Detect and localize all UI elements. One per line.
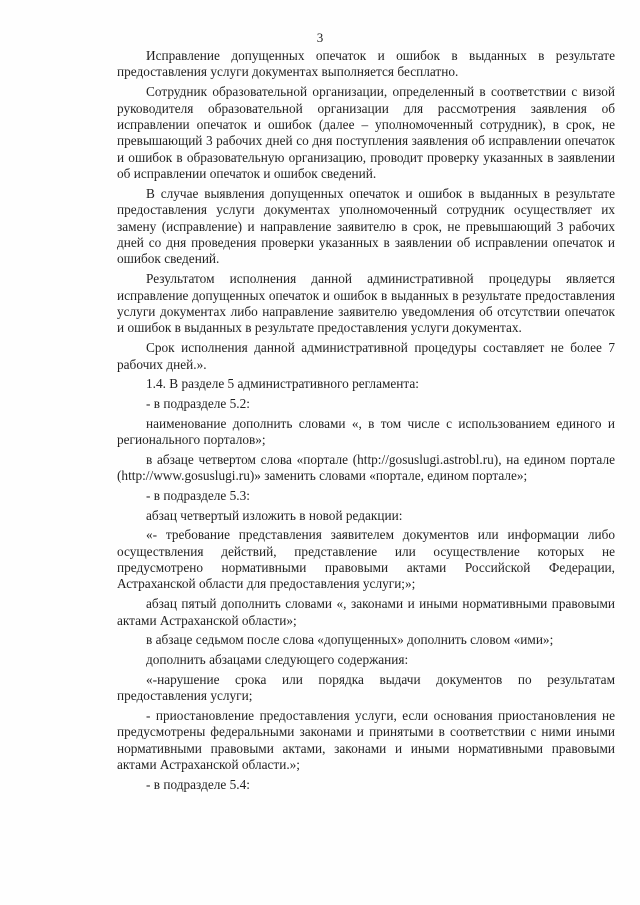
paragraph: Исправление допущенных опечаток и ошибок в выданных в результате предоставления услуги документах выполняется бесплатно. xyxy=(117,48,615,80)
paragraph: - в подразделе 5.2: xyxy=(146,395,250,411)
paragraph: Срок исполнения данной административной процедуры составляет не более 7 рабочих дней.». xyxy=(117,340,615,372)
paragraph: абзац четвертый изложить в новой редакции: xyxy=(146,507,403,523)
page-number: 3 xyxy=(316,30,324,45)
paragraph: - в подразделе 5.4: xyxy=(146,776,250,792)
document-body xyxy=(117,48,615,796)
paragraph: - приостановление предоставления услуги, если основания приостановления не предусмотрены федеральными законами и принятыми в соответствии с ними иными нормативными правовыми актами, законами и иными нормативными правовыми актами Астраханской области.»; xyxy=(117,707,615,772)
paragraph: 1.4. В разделе 5 административного регламента: xyxy=(146,376,419,392)
paragraph: абзац пятый дополнить словами «, законами и иными нормативными правовыми актами Астраханской области»; xyxy=(117,596,615,628)
paragraph: - в подразделе 5.3: xyxy=(146,487,250,503)
paragraph: в абзаце четвертом слова «портале (http://gosuslugi.astrobl.ru), на едином портале (http://www.gosuslugi.ru)» заменить словами «портале, едином портале»; xyxy=(117,451,615,484)
paragraph: Сотрудник образовательной организации, определенный в соответствии с визой руководителя образовательной организации для рассмотрения заявления об исправлении опечаток и ошибок (далее – уполномоченный сотрудник), в срок, не превышающий 3 рабочих дней со дня поступления заявления об исправлении опечаток и ошибок в образовательную организацию, проводит проверку указанных в заявлении об исправлении опечаток и ошибок сведений. xyxy=(117,84,615,182)
paragraph: В случае выявления допущенных опечаток и ошибок в выданных в результате предоставления услуги документах уполномоченный сотрудник осуществляет их замену (исправление) и направление заявителю в срок, не превышающий 3 рабочих дней со дня проведения проверки указанных в заявлении об исправлении опечаток и ошибок сведений. xyxy=(117,185,615,267)
paragraph: наименование дополнить словами «, в том числе с использованием единого и регионального порталов»; xyxy=(117,415,615,448)
paragraph: в абзаце седьмом после слова «допущенных» дополнить словом «ими»; xyxy=(146,632,554,648)
paragraph: Результатом исполнения данной административной процедуры является исправление допущенных опечаток и ошибок в выданных в результате предоставления услуги документах либо направление заявителю уведомления об отсутствии опечаток и ошибок в выданных в результате предоставления услуги документах. xyxy=(117,271,615,336)
paragraph: «-нарушение срока или порядка выдачи документов по результатам предоставления услуги; xyxy=(117,671,615,704)
paragraph: дополнить абзацами следующего содержания: xyxy=(146,651,409,667)
paragraph: «- требование представления заявителем документов или информации либо осуществления действий, представление или осуществление которых не предусмотрено нормативными правовыми актами Российской Федерации, Астраханской области для предоставления услуги;»; xyxy=(117,527,615,592)
